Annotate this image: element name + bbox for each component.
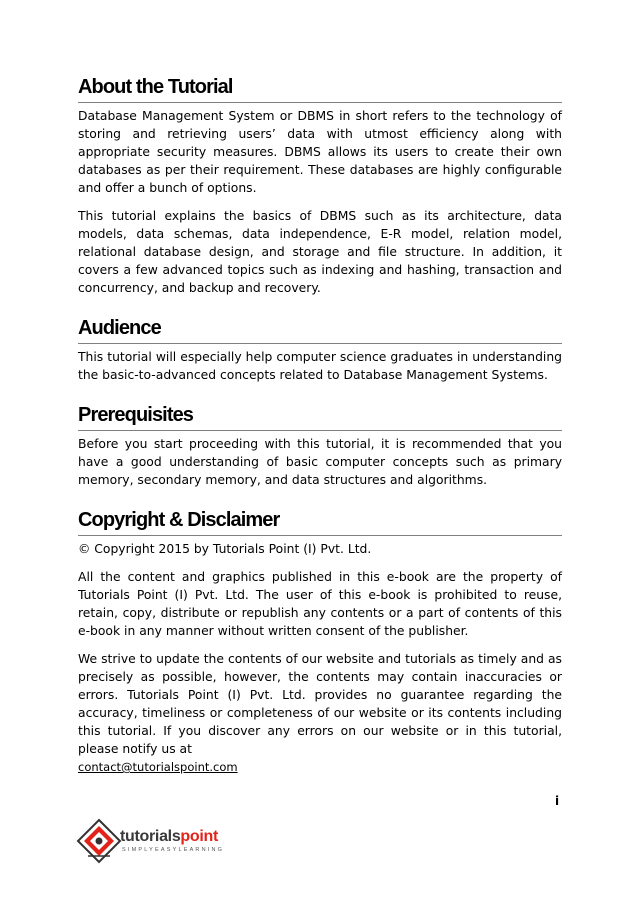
section-about	[78, 74, 562, 297]
paragraph: Before you start proceeding with this tutorial, it is recommended that you have a good understanding of basic computer concepts such as primary memory, secondary memory, and data structures and algorithms.	[78, 437, 562, 487]
paragraph: All the content and graphics published in this e-book are the property of Tutorials Point (I) Pvt. Ltd. The user of this e-book is prohibited to reuse, retain, copy, distribute or republish any contents or a part of contents of this e-book in any manner without written consent of the publisher.	[78, 570, 562, 638]
section-title-prerequisites: Prerequisites	[78, 402, 562, 431]
section-title-audience: Audience	[78, 315, 562, 344]
document-page	[78, 72, 562, 776]
copyright-line: © Copyright 2015 by Tutorials Point (I) Pvt. Ltd.	[78, 542, 372, 556]
tutorialspoint-logo	[76, 818, 236, 864]
page-number: i	[555, 794, 560, 808]
section-title-about: About the Tutorial	[78, 74, 562, 103]
section-title-copyright: Copyright & Disclaimer	[78, 507, 562, 536]
paragraph: Database Management System or DBMS in short refers to the technology of storing and retrieving users’ data with utmost efficiency along with appropriate security measures. DBMS allows its users to create their own databases as per their requirement. These databases are highly configurable and offer a bunch of options.	[78, 109, 562, 195]
section-audience	[78, 315, 562, 384]
logo-tagline: SIMPLYEASYLEARNING	[122, 847, 225, 853]
paragraph: This tutorial will especially help computer science graduates in understanding the basic-to-advanced concepts related to Database Management Systems.	[78, 350, 562, 382]
paragraph: We strive to update the contents of our website and tutorials as timely and as precisely as possible, however, the contents may contain inaccuracies or errors. Tutorials Point (I) Pvt. Ltd. provides no guarantee regarding the accuracy, timeliness or completeness of our website or its contents including this tutorial. If you discover any errors on our website or in this tutorial, please notify us at	[78, 652, 562, 756]
logo-text-tutorials: tutorials	[120, 828, 181, 845]
section-prerequisites	[78, 402, 562, 489]
contact-email-link[interactable]: contact@tutorialspoint.com	[78, 760, 238, 774]
paragraph: This tutorial explains the basics of DBMS such as its architecture, data models, data schemas, data independence, E-R model, relation model, relational database design, and storage and file structure. In addition, it covers a few advanced topics such as indexing and hashing, transaction and concurrency, and backup and recovery.	[78, 209, 562, 295]
logo-wordmark	[120, 828, 218, 846]
logo-mark-icon	[76, 818, 122, 864]
section-copyright	[78, 507, 562, 776]
email-line	[78, 758, 562, 776]
logo-text-point: point	[180, 828, 219, 845]
